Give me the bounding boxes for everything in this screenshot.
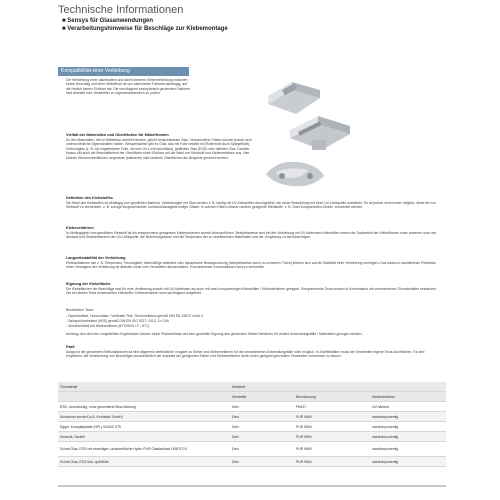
text-definition: Die Wahl des Klebstoffes ist abhängig vom gewählten Material. Verklebungen mit Glas werden z. B. häufig mit UV-Klebstoffen durchgeführt, die durch Bestrahlung mit einer UV-Lichtquelle aushärten. Es ist jedoch nicht immer möglich, diese Art von Klebstoff zu verwenden, z. B. zufolge eingeschränkter Lichtdurchlässigkeit einiger Gläser. In solchen Fällen müssen andere geeignete Klebstoffe, z. B. Zwei-Komponenten-Kleber, verwendet werden.: [66, 201, 436, 210]
table-header-cell: Klebeverfahren: [370, 392, 446, 402]
intro-text: Die Herstellung einer dauerhaften und damit sicheren Klebeverbindung zwischen einem Beschlag und einer Möbelfront ist von zahlreichen Faktoren abhängig, auf die Hettich keinen Einfluss hat. Die nachfolgend exemplarisch genannten Faktoren sind deshalb vom Verarbeiter zu eigenverantwortlich zu prüfen.: [66, 78, 191, 96]
table-header-cell: Bezeichnung: [294, 392, 370, 402]
heading-vielfalt: Vielfalt der Materialien und Oberflächen für Möbelfronten: [66, 133, 169, 137]
table-cell: PB437: [294, 402, 370, 412]
heading-eignung: Eignung der Klebefläche: [66, 282, 111, 286]
table-header-row: [58, 392, 446, 402]
table-cell: PUR 9694: [294, 432, 370, 442]
table-header-cell: Klebstoff: [230, 382, 446, 392]
test-item: - Dauerlauftest, Horizontaler / Vertikaler Test, Sicherheitstest gemäß DIN EN 15570 Level 3: [66, 314, 203, 318]
table-row: [58, 457, 446, 467]
test-item: - Verschleißtest bei Wechselklima (40°C/80% r.F. / 5°C): [66, 324, 150, 328]
bullet-verarbeitung: ■ Verarbeitungshinweise für Beschläge zur Klebemontage: [62, 26, 228, 32]
table-row: [58, 442, 446, 457]
table-cell: PUR 9694: [294, 412, 370, 422]
test-item: - Salzsprühnebeltest (NSS) gemäß DIN EN ISO 9227: 2012, 3 x 24h: [66, 319, 169, 323]
page-title: Technische Informationen: [58, 4, 184, 16]
table-row: [58, 422, 446, 432]
table-cell: Delo: [230, 442, 294, 457]
table-cell: ESG, durchsichtig, ohne gesonderte Beschichtung: [58, 402, 230, 412]
bullet-sensys: ■ Sensys für Glasanwendungen: [62, 18, 153, 24]
table-cell: Aluminium eloxiert (z.B. Kerbstahl GmbH): [58, 412, 230, 422]
text-tests-label: Bestandene Tests:: [66, 308, 94, 312]
door-connector-image: [262, 152, 328, 194]
table-cell: Schott Glas, ESG klar, optiWhite: [58, 457, 230, 467]
subtitle-bullets: [62, 17, 228, 33]
table-cell: Delo: [230, 432, 294, 442]
table-cell: zweikomponentig: [370, 432, 446, 442]
table-cell: Delo: [230, 422, 294, 432]
section-title-bar: Kompatibilität einer Verklebung: [58, 67, 189, 76]
heading-definition: Definition des Klebstoffes: [66, 196, 113, 200]
table-cell: PUR 9694: [294, 422, 370, 432]
table-row: [58, 412, 446, 422]
table-cell: PUR 9694: [294, 457, 370, 467]
table-cell: PUR 9694: [294, 442, 370, 457]
table-cell: zweikomponentig: [370, 412, 446, 422]
table-cell: Delo: [230, 402, 294, 412]
table-cell: Schott Glas, ESG mit einseitiger Lackoberfläche Hydro PUR Glasfarblack HDB 5710: [58, 442, 230, 457]
table-row: [58, 402, 446, 412]
table-cell: Delo: [230, 412, 294, 422]
text-fazit: Aufgrund der genannten Einflussfaktoren ist eine allgemein verbindliche Vorgabe zu Kleber und Klebeverfahren für die verschiedenen Anwendungsfälle nicht möglich. In Zweifelsfällen muss der Verarbeiter eigene Tests durchführen. Es wird empfohlen, die Verarbeitung von Beschlägen ausschließlich der Auswahl der geeigneten Kleber und Klebeverfahren durch einen geeignet geschulten Verarbeiter vornehmen zu lassen.: [66, 350, 425, 359]
table-cell: Egger, Kompaktplatte (HPL) W1000 ST9: [58, 422, 230, 432]
text-klebeverfahren: In Abhängigkeit vom gewählten Klebstoff ist ein entsprechend geeignetes Klebeverfahren korrekt durchzuführen. Beispielsweise sind bei der Verklebung mit UV-härtenden Klebstoffen neben der Sauberkeit der Klebeflächen unter anderem auch der Abstand und Strahlenbereich der UV-Lichtquelle, die Belichtungsdauer und die Temperatur der zu verklebenden Materialien und der Umgebung zu berücksichtigen.: [66, 231, 437, 240]
table-header-group-row: [58, 382, 446, 392]
heading-fazit: Fazit: [66, 345, 75, 349]
table-cell: UV-härtend: [370, 402, 446, 412]
text-langzeit: Einflussfaktoren wie z. B. Temperatur, Feuchtigkeit, übermäßige statische oder dynamische Beanspruchung (beispielsweise durch zu schweren Türen) können sich auf die Stabilität einer Verklebung verringern. Das dadurch resultierende Restrisiko eines Versagens der Verklebung ist deshalb vorab vom Verarbeiter abzuschätzen. Einzusetzende Konstruktionen sind zu vermeiden.: [66, 261, 437, 270]
heading-klebeverfahren: Klebeverfahren: [66, 226, 94, 230]
table-row: [58, 432, 446, 442]
text-vielfalt: Zu den Materialien, die im Möbelbau verklebt werden, gehört beispielsweise Glas. Verschiedene Gläser können jedoch sehr unterschiedliche Eigenschaften haben. Beispielsweise gibt es Glas, das mit Folie beklebt ist (Rollenfolie auch Spiegelfolie). Verbundglas (z. B. mit eingebetteter Folie, die kein UV-Licht durchlässt), gefärbtes Glas (ESG) oder siliertes Glas. Darüber hinaus übt auch die Beschaffenheit der Oberfläche einen Einfluss auf die Wahl von Klebstoff und Klebeverfahren aus. Hier können Strukturoberflächen, angeraute (satinierte) oder lackierte Oberflächen als Beispiele genannt werden.: [66, 138, 252, 160]
text-achtung: Achtung: Aus den hier vorgestellten Ergebnissen können keine Rückschlüsse auf eine generelle Eignung des genannten Kleber/Verfahren für andere Anwendungsfälle / Materialien gezogen werden.: [66, 332, 363, 336]
table-cell: Delo: [230, 457, 294, 467]
footer-divider: [58, 485, 446, 487]
table-cell: zweikomponentig: [370, 457, 446, 467]
table-cell: zweikomponentig: [370, 422, 446, 432]
table-header-cell: Türmaterial: [58, 382, 230, 392]
table-header-cell: [58, 392, 230, 402]
table-header-cell: Hersteller: [230, 392, 294, 402]
heading-langzeit: Langzeitstabilität der Verklebung: [66, 256, 126, 260]
table-cell: Keramik, Neolith: [58, 432, 230, 442]
text-eignung: Die Klebeflächen der Beschläge sind für eine Verklebung sowohl mit UV-härtenden als auch mit zwei-komponentigen Klebstoffen / Klebeverfahren geeignet. Entsprechende Tests wurden in Kombination mit verschiedenen Türmaterialien bestanden. Die bei diesen Tests verwendeten Klebstoffe / Klebeverfahren sind nachfolgend aufgeführt.: [66, 287, 437, 296]
table-cell: zweikomponentig: [370, 442, 446, 457]
adhesive-table: [58, 382, 446, 467]
